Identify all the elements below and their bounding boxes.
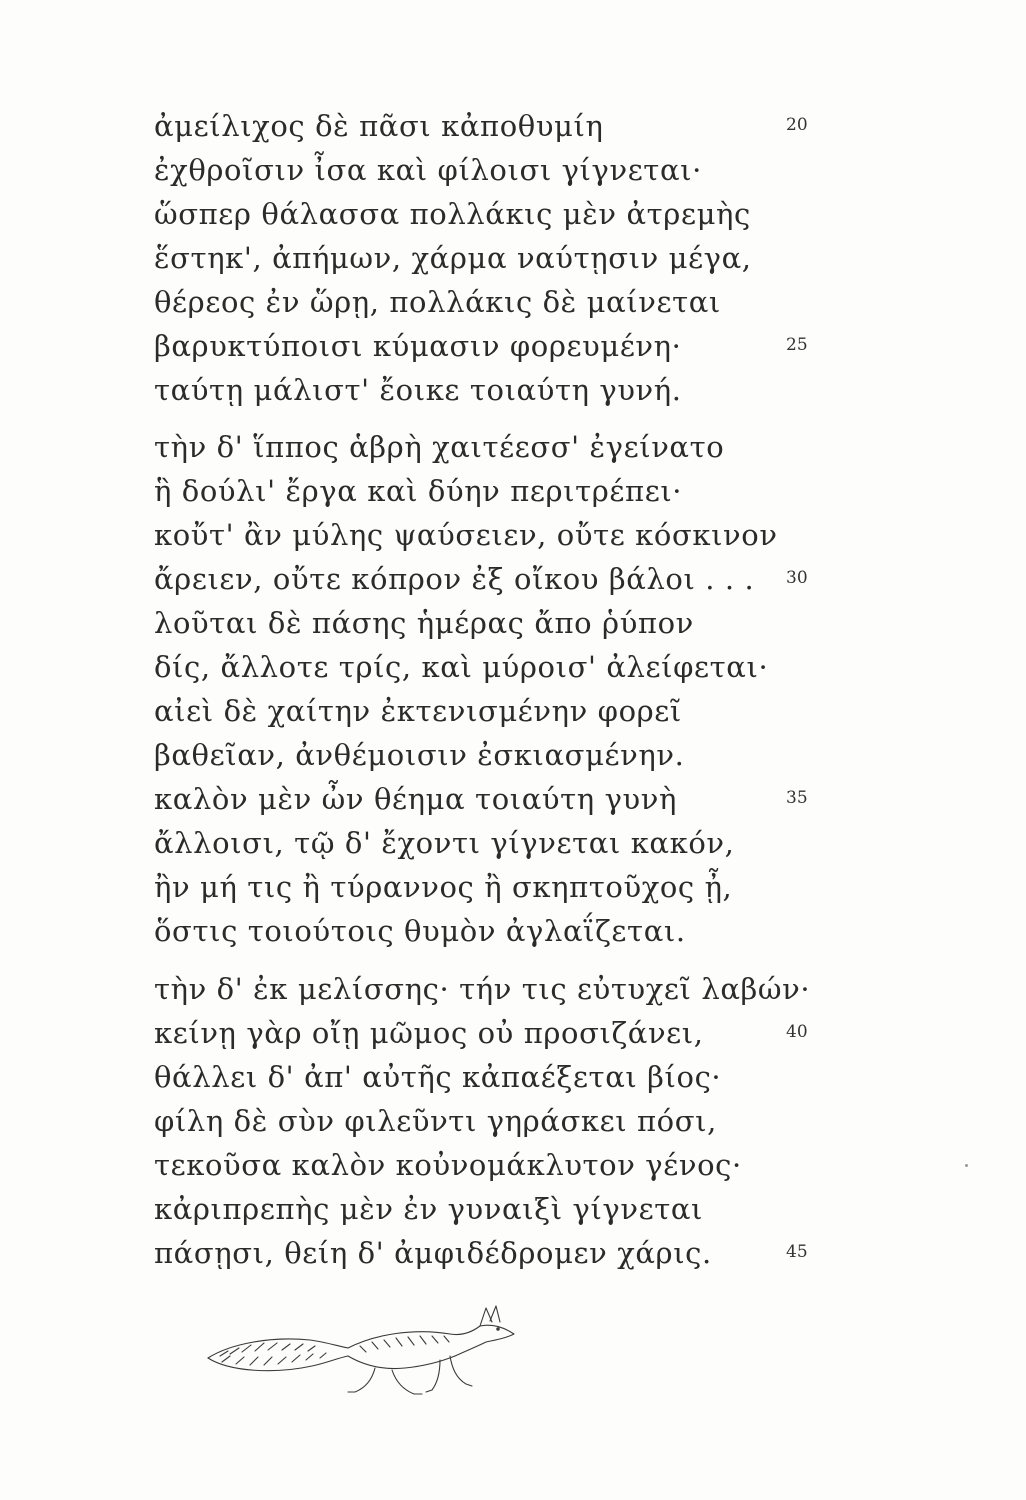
poem-line: ἢν μή τις ἢ τύραννος ἢ σκηπτοῦχος ᾖ, [154, 870, 733, 904]
line-number: 20 [786, 115, 808, 135]
poem-line: θάλλει δ' ἀπ' αὐτῆς κἀπαέξεται βίος· [154, 1060, 722, 1094]
poem-line: βαθεῖαν, ἀνθέμοισιν ἐσκιασμένην. [154, 738, 685, 772]
poem-line: ἐχθροῖσιν ἶσα καὶ φίλοισι γίγνεται· [154, 153, 702, 187]
poem-line: αἰεὶ δὲ χαίτην ἐκτενισμένην φορεῖ [154, 694, 682, 728]
poem-line: φίλη δὲ σὺν φιλεῦντι γηράσκει πόσι, [154, 1104, 717, 1138]
poem-line: ὅστις τοιούτοις θυμὸν ἀγλαΐζεται. [154, 914, 686, 948]
line-number: 35 [786, 788, 808, 808]
line-number: 40 [786, 1022, 808, 1042]
poem-line: ἄλλοισι, τῷ δ' ἔχοντι γίγνεται κακόν, [154, 826, 735, 860]
poem-line: ἄρειεν, οὔτε κόπρον ἐξ οἴκου βάλοι . . . [154, 562, 755, 596]
poem-line: ἀμείλιχος δὲ πᾶσι κἀποθυμίη [154, 109, 604, 143]
poem-line: ἣ δούλι' ἔργα καὶ δύην περιτρέπει· [154, 474, 683, 508]
poem-line: ταύτῃ μάλιστ' ἔοικε τοιαύτη γυνή. [154, 373, 682, 407]
poem-line: δίς, ἄλλοτε τρίς, καὶ μύροισ' ἀλείφεται· [154, 650, 769, 684]
poem-line: ἕστηκ', ἀπήμων, χάρμα ναύτῃσιν μέγα, [154, 241, 752, 275]
poem-line: τὴν δ' ἵππος ἁβρὴ χαιτέεσσ' ἐγείνατο [154, 430, 725, 464]
poem-line: λοῦται δὲ πάσης ἡμέρας ἄπο ῥύπον [154, 606, 694, 640]
poem-line: καλὸν μὲν ὦν θέημα τοιαύτη γυνὴ [154, 782, 677, 816]
poem-line: τὴν δ' ἐκ μελίσσης· τήν τις εὐτυχεῖ λαβών· [154, 972, 811, 1006]
paper-speck [965, 1164, 968, 1167]
poem-line: κἀριπρεπὴς μὲν ἐν γυναιξὶ γίγνεται [154, 1192, 704, 1226]
poem-line: κοὔτ' ἂν μύλης ψαύσειεν, οὔτε κόσκινον [154, 518, 778, 552]
poem-line: τεκοῦσα καλὸν κοὐνομάκλυτον γένος· [154, 1148, 742, 1182]
poem-line: κείνῃ γὰρ οἴῃ μῶμος οὐ προσιζάνει, [154, 1016, 704, 1050]
line-number: 30 [786, 568, 808, 588]
poem-line: βαρυκτύποισι κύμασιν φορευμένη· [154, 329, 682, 363]
poem-line: θέρεος ἐν ὥρῃ, πολλάκις δὲ μαίνεται [154, 285, 721, 319]
fox-drawing-icon [200, 1296, 520, 1406]
poem-line: ὥσπερ θάλασσα πολλάκις μὲν ἀτρεμὴς [154, 197, 751, 231]
line-number: 45 [786, 1242, 808, 1262]
poem-line: πάσῃσι, θείη δ' ἀμφιδέδρομεν χάρις. [154, 1236, 712, 1270]
line-number: 25 [786, 335, 808, 355]
